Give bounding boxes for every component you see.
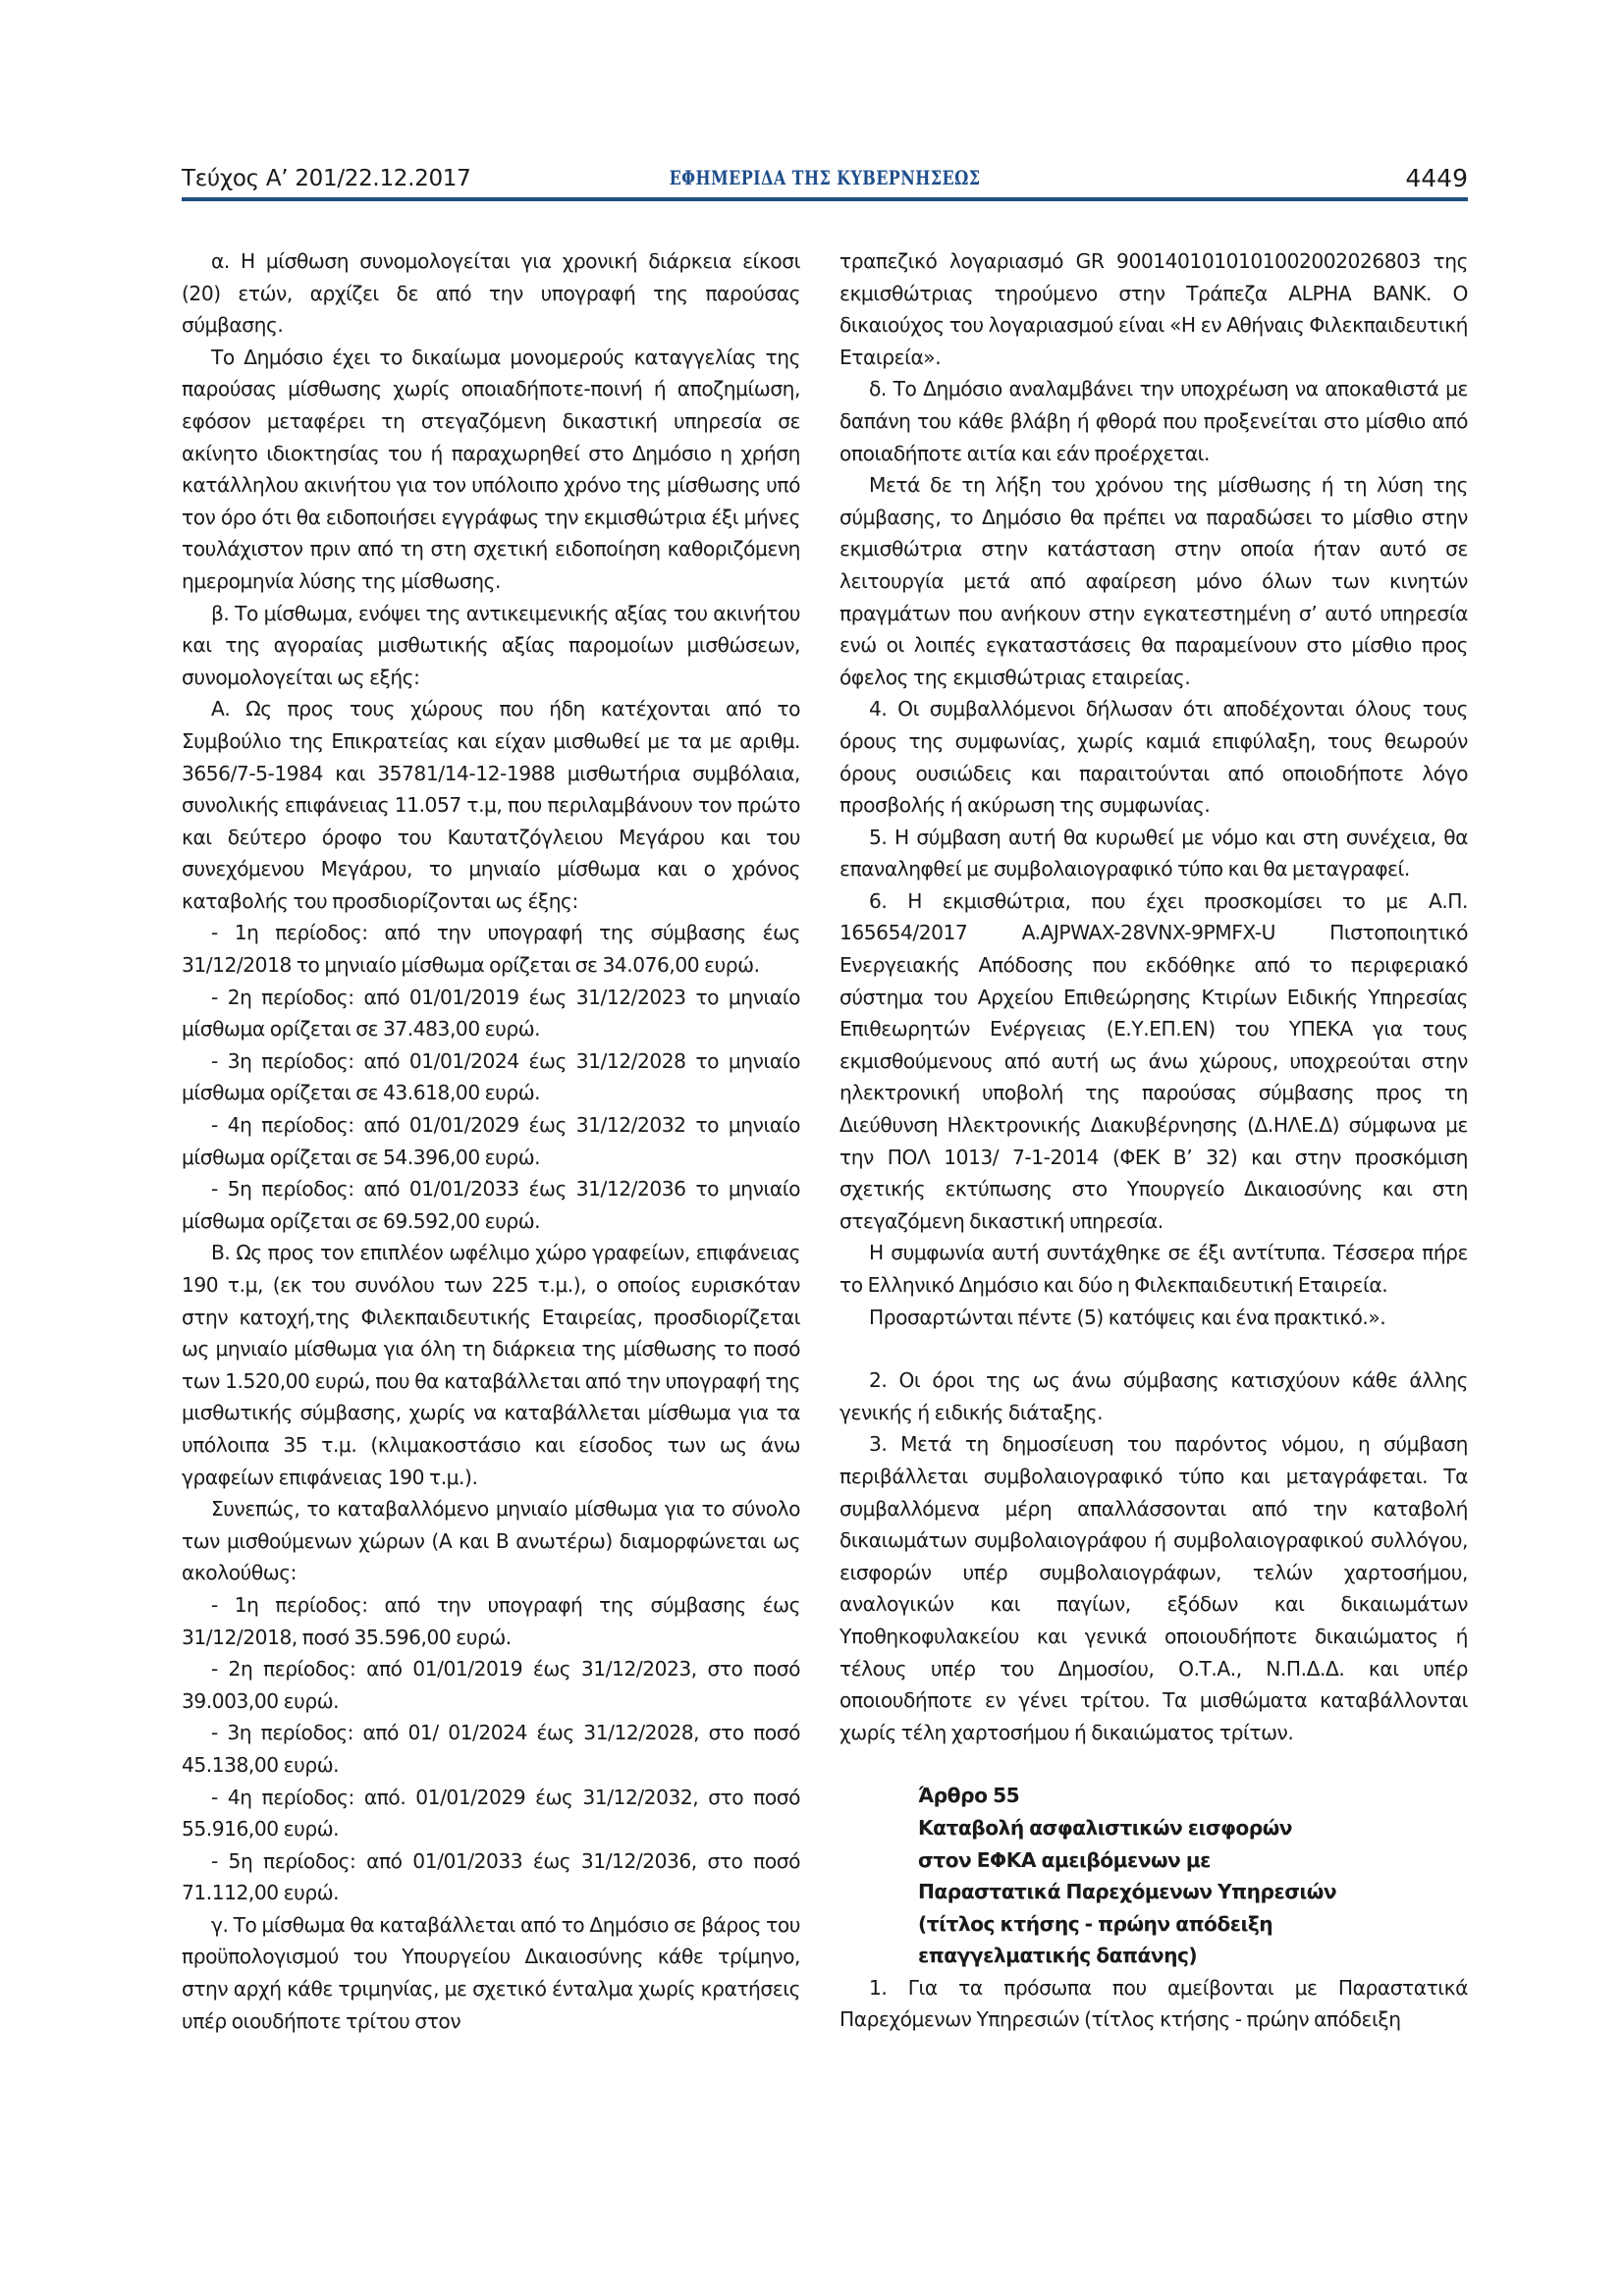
paragraph: 2. Οι όροι της ως άνω σύμβασης κατισχύουν κάθε άλλης γενικής ή ειδικής διάταξης.	[839, 1368, 1468, 1424]
paragraph: 5. Η σύμβαση αυτή θα κυρωθεί με νόμο και στη συνέχεια, θα επαναληφθεί με συμβολαιογραφικό τύπο και θα μεταγραφεί.	[839, 825, 1468, 881]
list-item: - 5η περίοδος: από 01/01/2033 έως 31/12/2036, στο ποσό 71.112,00 ευρώ.	[182, 1848, 800, 1905]
article-number: Άρθρο 55	[918, 1784, 1020, 1808]
paragraph: 4. Οι συμβαλλόμενοι δήλωσαν ότι αποδέχονται όλους τους όρους της συμφωνίας, χωρίς καμιά επιφύλαξη, τους θεωρούν όρους ουσιώδεις και παραιτούνται από οποιοδήποτε λόγο προσβολής ή ακύρωση της συμφωνίας.	[839, 697, 1468, 818]
list-item: - 1η περίοδος: από την υπογραφή της σύμβασης έως 31/12/2018 το μηνιαίο μίσθωμα ορίζεται σε 34.076,00 ευρώ.	[182, 921, 800, 978]
paragraph: Προσαρτώνται πέντε (5) κατόψεις και ένα πρακτικό.».	[869, 1305, 1386, 1329]
article-title-line: Καταβολή ασφαλιστικών εισφορών	[918, 1815, 1293, 1840]
list-item: - 2η περίοδος: από 01/01/2019 έως 31/12/2023, στο ποσό 39.003,00 ευρώ.	[182, 1657, 800, 1713]
list-item: - 3η περίοδος: από 01/01/2024 έως 31/12/2028 το μηνιαίο μίσθωμα ορίζεται σε 43.618,00 ευρώ.	[182, 1048, 800, 1105]
list-item: - 1η περίοδος: από την υπογραφή της σύμβασης έως 31/12/2018, ποσό 35.596,00 ευρώ.	[182, 1592, 800, 1649]
paragraph: 6. Η εκμισθώτρια, που έχει προσκομίσει το με Α.Π. 165654/2017 A.AJPWAX-28VNX-9PMFX-U Πιστοποιητικό Ενεργειακής Απόδοσης που εκδόθηκε από το περιφεριακό σύστημα του Αρχείου Επιθεώρησης Κτιρίων Ειδικής Υπηρεσίας Επιθεωρητών Ενέργειας (Ε.Υ.ΕΠ.ΕΝ) του ΥΠΕΚΑ για τους εκμισθούμενους από αυτή ως άνω χώρους, υποχρεούται στην ηλεκτρονική υποβολή της παρούσας σύμβασης προς τη Διεύθυνση Ηλεκτρονικής Διακυβέρνησης (Δ.ΗΛΕ.Δ) σύμφωνα με την ΠΟΛ 1013/ 7-1-2014 (ΦΕΚ Β’ 32) και στην προσκόμιση σχετικής εκτύπωσης στο Υπουργείο Δικαιοσύνης και στη στεγαζόμενη δικαστική υπηρεσία.	[839, 888, 1468, 1233]
paragraph: Α. Ως προς τους χώρους που ήδη κατέχονται από το Συμβούλιο της Επικρατείας και είχαν μισθωθεί με τα με αριθμ. 3656/7-5-1984 και 35781/14-12-1988 μισθωτήρια συμβόλαια, συνολικής επιφάνειας 11.057 τ.μ, που περιλαμβάνουν τον πρώτο και δεύτερο όροφο του Καυτατζόγλειου Μεγάρου και του συνεχόμενου Μεγάρου, το μηνιαίο μίσθωμα και ο χρόνος καταβολής του προσδιορίζονται ως έξης:	[182, 697, 800, 913]
paragraph: Β. Ως προς τον επιπλέον ωφέλιμο χώρο γραφείων, επιφάνειας 190 τ.μ, (εκ του συνόλου των 225 τ.μ.), ο οποίος ευρισκόταν στην κατοχή,της Φιλεκπαιδευτικής Εταιρείας, προσδιορίζεται ως μηνιαίο μίσθωμα για όλη τη διάρκεια της μίσθωσης το ποσό των 1.520,00 ευρώ, που θα καταβάλλεται από την υπογραφή της μισθωτικής σύμβασης, χωρίς να καταβάλλεται μίσθωμα για τα υπόλοιπα 35 τ.μ. (κλιμακοστάσιο και είσοδος των ως άνω γραφείων επιφάνειας 190 τ.μ.).	[182, 1241, 800, 1489]
paragraph: Το Δημόσιο έχει το δικαίωμα μονομερούς καταγγελίας της παρούσας μίσθωσης χωρίς οποιαδήποτε-ποινή ή αποζημίωση, εφόσον μεταφέρει τη στεγαζόμενη δικαστική υπηρεσία σε ακίνητο ιδιοκτησίας του ή παραχωρηθεί στο Δημόσιο η χρήση κατάλληλου ακινήτου για τον υπόλοιπο χρόνο της μίσθωσης υπό τον όρο ότι θα ειδοποιήσει εγγράφως την εκμισθώτρια έξι μήνες τουλάχιστον πριν από τη στη σχετική ειδοποίηση καθοριζόμενη ημερομηνία λύσης της μίσθωσης.	[182, 345, 800, 593]
list-item: - 3η περίοδος: από 01/ 01/2024 έως 31/12/2028, στο ποσό 45.138,00 ευρώ.	[182, 1721, 800, 1777]
article-title-line: Παραστατικά Παρεχόμενων Υπηρεσιών	[918, 1880, 1337, 1904]
paragraph: Συνεπώς, το καταβαλλόμενο μηνιαίο μίσθωμα για το σύνολο των μισθούμενων χώρων (Α και Β ανωτέρω) διαμορφώνεται ως ακολούθως:	[182, 1497, 800, 1585]
spacer	[839, 1748, 1468, 1780]
right-column	[839, 245, 1468, 2036]
paragraph: τραπεζικό λογαριασμό GR 9001401010101002002026803 της εκμισθώτριας τηρούμενο στην Τράπεζα ALPHA BANK. Ο δικαιούχος του λογαριασμού είναι «Η εν Αθήναις Φιλεκπαιδευτική Εταιρεία».	[839, 249, 1468, 369]
page-header	[182, 160, 1468, 199]
paragraph: γ. Το μίσθωμα θα καταβάλλεται από το Δημόσιο σε βάρος του προϋπολογισμού του Υπουργείου Δικαιοσύνης κάθε τρίμηνο, στην αρχή κάθε τριμηνίας, με σχετικό ένταλμα χωρίς κρατήσεις υπέρ οιουδήποτε τρίτου στον	[182, 1912, 800, 2033]
issue-label: Τεύχος Α’ 201/22.12.2017	[182, 166, 471, 191]
header-rule	[182, 197, 1468, 201]
paragraph: 1. Για τα πρόσωπα που αμείβονται με Παραστατικά Παρεχόμενων Υπηρεσιών (τίτλος κτήσης - πρώην απόδειξη	[839, 1975, 1468, 2032]
article-title-line: επαγγελματικής δαπάνης)	[918, 1944, 1198, 1968]
paragraph: 3. Μετά τη δημοσίευση του παρόντος νόμου, η σύμβαση περιβάλλεται συμβολαιογραφικό τύπο και μεταγράφεται. Τα συμβαλλόμενα μέρη απαλλάσσονται από την καταβολή δικαιωμάτων συμβολαιογράφου ή συμβολαιογραφικού συλλόγου, εισφορών υπέρ συμβολαιογράφων, τελών χαρτοσήμου, αναλογικών και παγίων, εξόδων και δικαιωμάτων Υποθηκοφυλακείου και γενικά οποιουδήποτε δικαιώματος ή τέλους υπέρ του Δημοσίου, Ο.Τ.Α., Ν.Π.Δ.Δ. και υπέρ οποιουδήποτε εν γένει τρίτου. Τα μισθώματα καταβάλλονται χωρίς τέλη χαρτοσήμου ή δικαιώματος τρίτων.	[839, 1432, 1468, 1744]
page-number: 4449	[1405, 164, 1468, 192]
left-column	[182, 245, 800, 2037]
publication-title: ΕΦΗΜΕΡΙΔΑ ΤΗΣ ΚΥΒΕΡΝΗΣΕΩΣ	[669, 166, 981, 189]
article-title-line: (τίτλος κτήσης - πρώην απόδειξη	[918, 1911, 1273, 1936]
list-item: - 2η περίοδος: από 01/01/2019 έως 31/12/2023 το μηνιαίο μίσθωμα ορίζεται σε 37.483,00 ευρώ.	[182, 985, 800, 1041]
paragraph: Μετά δε τη λήξη του χρόνου της μίσθωσης ή τη λύση της σύμβασης, το Δημόσιο θα πρέπει να παραδώσει το μίσθιο στην εκμισθώτρια στην κατάσταση στην οποία ήταν αυτό σε λειτουργία μετά από αφαίρεση μόνο όλων των κινητών πραγμάτων που ανήκουν στην εγκατεστημένη σ’ αυτό υπηρεσία ενώ οι λοιπές εγκαταστάσεις θα παραμείνουν στο μίσθιο προς όφελος της εκμισθώτριας εταιρείας.	[839, 473, 1468, 689]
list-item: - 4η περίοδος: από. 01/01/2029 έως 31/12/2032, στο ποσό 55.916,00 ευρώ.	[182, 1785, 800, 1842]
paragraph: Η συμφωνία αυτή συντάχθηκε σε έξι αντίτυπα. Τέσσερα πήρε το Ελληνικό Δημόσιο και δύο η Φιλεκπαιδευτική Εταιρεία.	[839, 1241, 1468, 1297]
list-item: - 4η περίοδος: από 01/01/2029 έως 31/12/2032 το μηνιαίο μίσθωμα ορίζεται σε 54.396,00 ευρώ.	[182, 1113, 800, 1169]
list-item: - 5η περίοδος: από 01/01/2033 έως 31/12/2036 το μηνιαίο μίσθωμα ορίζεται σε 69.592,00 ευρώ.	[182, 1177, 800, 1233]
article-heading	[918, 1780, 1468, 1972]
spacer	[839, 1333, 1468, 1364]
article-title-line: στον ΕΦΚΑ αμειβόμενων με	[918, 1847, 1211, 1872]
paragraph: β. Το μίσθωμα, ενόψει της αντικειμενικής αξίας του ακινήτου και της αγοραίας μισθωτικής αξίας παρομοίων μισθώσεων, συνομολογείται ως εξής:	[182, 601, 800, 689]
paragraph: α. Η μίσθωση συνομολογείται για χρονική διάρκεια είκοσι (20) ετών, αρχίζει δε από την υπογραφή της παρούσας σύμβασης.	[182, 249, 800, 338]
paragraph: δ. Το Δημόσιο αναλαμβάνει την υποχρέωση να αποκαθιστά με δαπάνη του κάθε βλάβη ή φθορά που προξενείται στο μίσθιο από οποιαδήποτε αιτία και εάν προέρχεται.	[839, 377, 1468, 465]
